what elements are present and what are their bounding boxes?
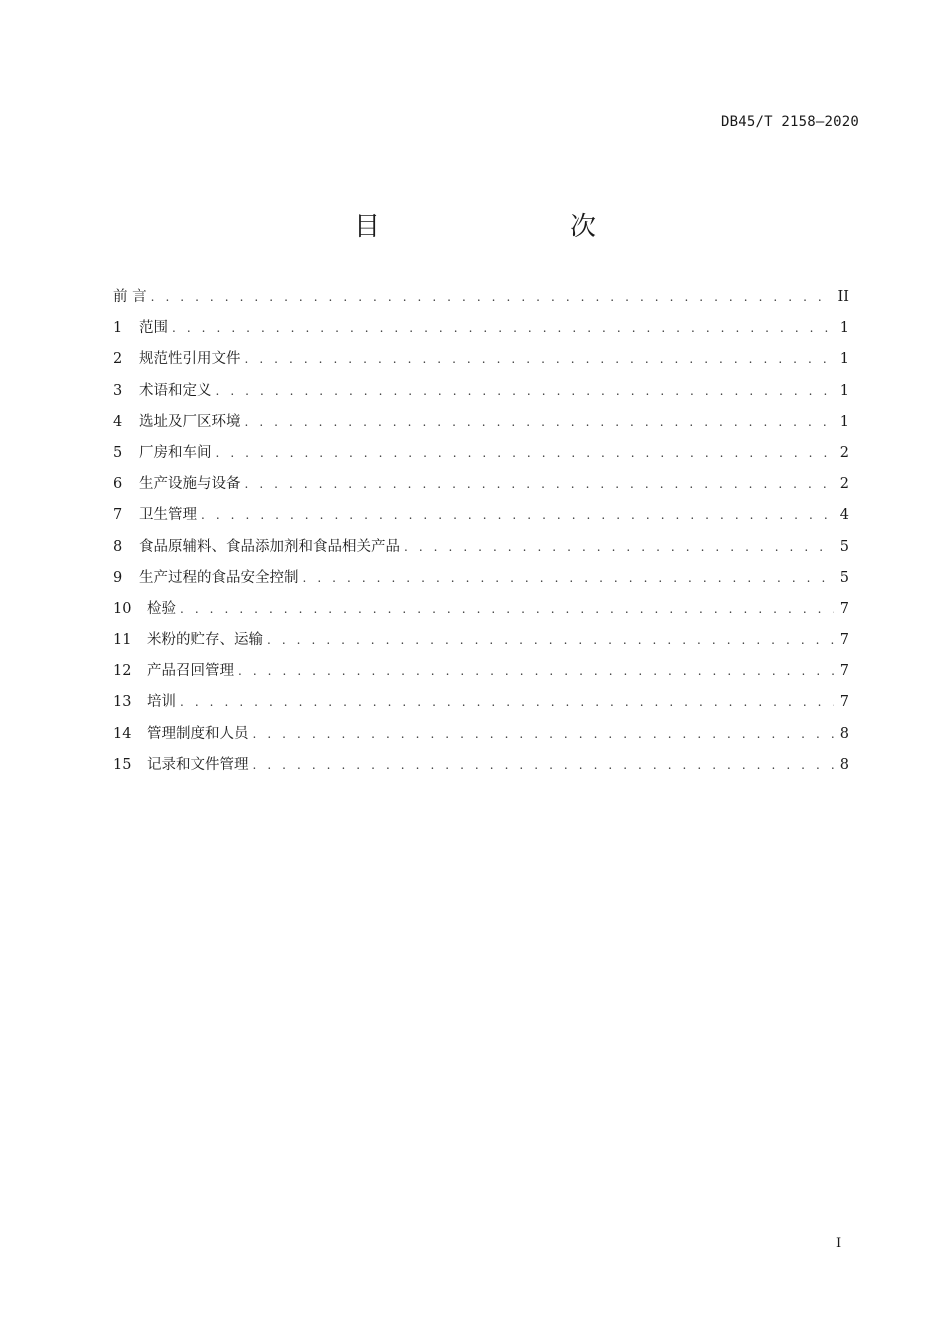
toc-leader-dots (216, 376, 834, 407)
toc-leader-dots (180, 687, 834, 718)
toc-number: 10 (113, 600, 132, 617)
toc-page-number: 7 (839, 663, 849, 680)
toc-leader-dots (404, 532, 834, 563)
toc-page-number: 7 (839, 694, 849, 711)
toc-leader-dots (303, 563, 834, 594)
toc-number: 11 (113, 632, 132, 649)
toc-entry-10[interactable] (113, 594, 849, 625)
toc-label: 米粉的贮存、运输 (147, 632, 263, 649)
toc-leader-dots (253, 750, 834, 781)
toc-number: 12 (113, 663, 132, 680)
toc-number: 3 (113, 382, 123, 399)
toc-leader-dots (253, 719, 834, 750)
toc-page-number: 5 (839, 569, 849, 586)
toc-number: 8 (113, 538, 123, 555)
toc-number: 2 (113, 351, 123, 368)
toc-number: 9 (113, 569, 123, 586)
toc-leader-dots (172, 313, 834, 344)
table-of-contents (113, 282, 849, 781)
toc-page-number: 4 (839, 507, 849, 524)
toc-page-number: 8 (839, 756, 849, 773)
toc-number: 14 (113, 725, 132, 742)
toc-entry-7[interactable] (113, 500, 849, 531)
toc-page-number: II (837, 289, 849, 305)
toc-page-number: 7 (839, 632, 849, 649)
toc-label: 管理制度和人员 (147, 725, 249, 742)
toc-label: 检验 (147, 600, 176, 617)
toc-number: 7 (113, 507, 123, 524)
toc-label: 生产过程的食品安全控制 (139, 569, 299, 586)
toc-entry-foreword[interactable] (113, 282, 849, 313)
toc-entry-12[interactable] (113, 656, 849, 687)
toc-label: 规范性引用文件 (139, 351, 241, 368)
toc-entry-15[interactable] (113, 750, 849, 781)
toc-leader-dots (180, 594, 834, 625)
toc-page-number: 5 (839, 538, 849, 555)
toc-label: 选址及厂区环境 (139, 413, 241, 430)
toc-page-number: 1 (839, 413, 849, 430)
toc-label: 范围 (139, 320, 168, 337)
toc-label: 产品召回管理 (147, 663, 234, 680)
toc-entry-13[interactable] (113, 687, 849, 718)
toc-number: 13 (113, 694, 132, 711)
toc-entry-8[interactable] (113, 532, 849, 563)
toc-leader-dots (245, 407, 834, 438)
toc-entry-4[interactable] (113, 407, 849, 438)
toc-entry-11[interactable] (113, 625, 849, 656)
toc-entry-6[interactable] (113, 469, 849, 500)
toc-leader-dots (151, 282, 832, 313)
toc-leader-dots (245, 469, 834, 500)
toc-entry-14[interactable] (113, 719, 849, 750)
toc-label: 术语和定义 (139, 382, 212, 399)
toc-leader-dots (245, 344, 834, 375)
page-title: 目 次 (353, 212, 642, 242)
toc-entry-1[interactable] (113, 313, 849, 344)
toc-label: 厂房和车间 (139, 444, 212, 461)
toc-entry-5[interactable] (113, 438, 849, 469)
toc-leader-dots (267, 625, 834, 656)
toc-entry-9[interactable] (113, 563, 849, 594)
toc-label: 培训 (147, 694, 176, 711)
toc-leader-dots (216, 438, 834, 469)
toc-label: 食品原辅料、食品添加剂和食品相关产品 (139, 538, 400, 555)
toc-page-number: 2 (839, 444, 849, 461)
toc-label: 前 言 (113, 289, 147, 305)
toc-number: 15 (113, 756, 132, 773)
toc-page-number: 1 (839, 382, 849, 399)
toc-label: 生产设施与设备 (139, 476, 241, 493)
toc-label: 记录和文件管理 (147, 756, 249, 773)
footer-page-number: I (836, 1236, 842, 1251)
toc-page-number: 2 (839, 476, 849, 493)
toc-page-number: 8 (839, 725, 849, 742)
toc-page-number: 1 (839, 351, 849, 368)
toc-page-number: 1 (839, 320, 849, 337)
toc-entry-2[interactable] (113, 344, 849, 375)
toc-number: 1 (113, 320, 123, 337)
toc-leader-dots (238, 656, 834, 687)
toc-label: 卫生管理 (139, 507, 197, 524)
toc-number: 6 (113, 476, 123, 493)
toc-number: 5 (113, 444, 123, 461)
toc-page-number: 7 (839, 600, 849, 617)
toc-leader-dots (201, 500, 834, 531)
toc-number: 4 (113, 413, 123, 430)
toc-entry-3[interactable] (113, 376, 849, 407)
standard-code: DB45/T 2158—2020 (720, 114, 859, 130)
